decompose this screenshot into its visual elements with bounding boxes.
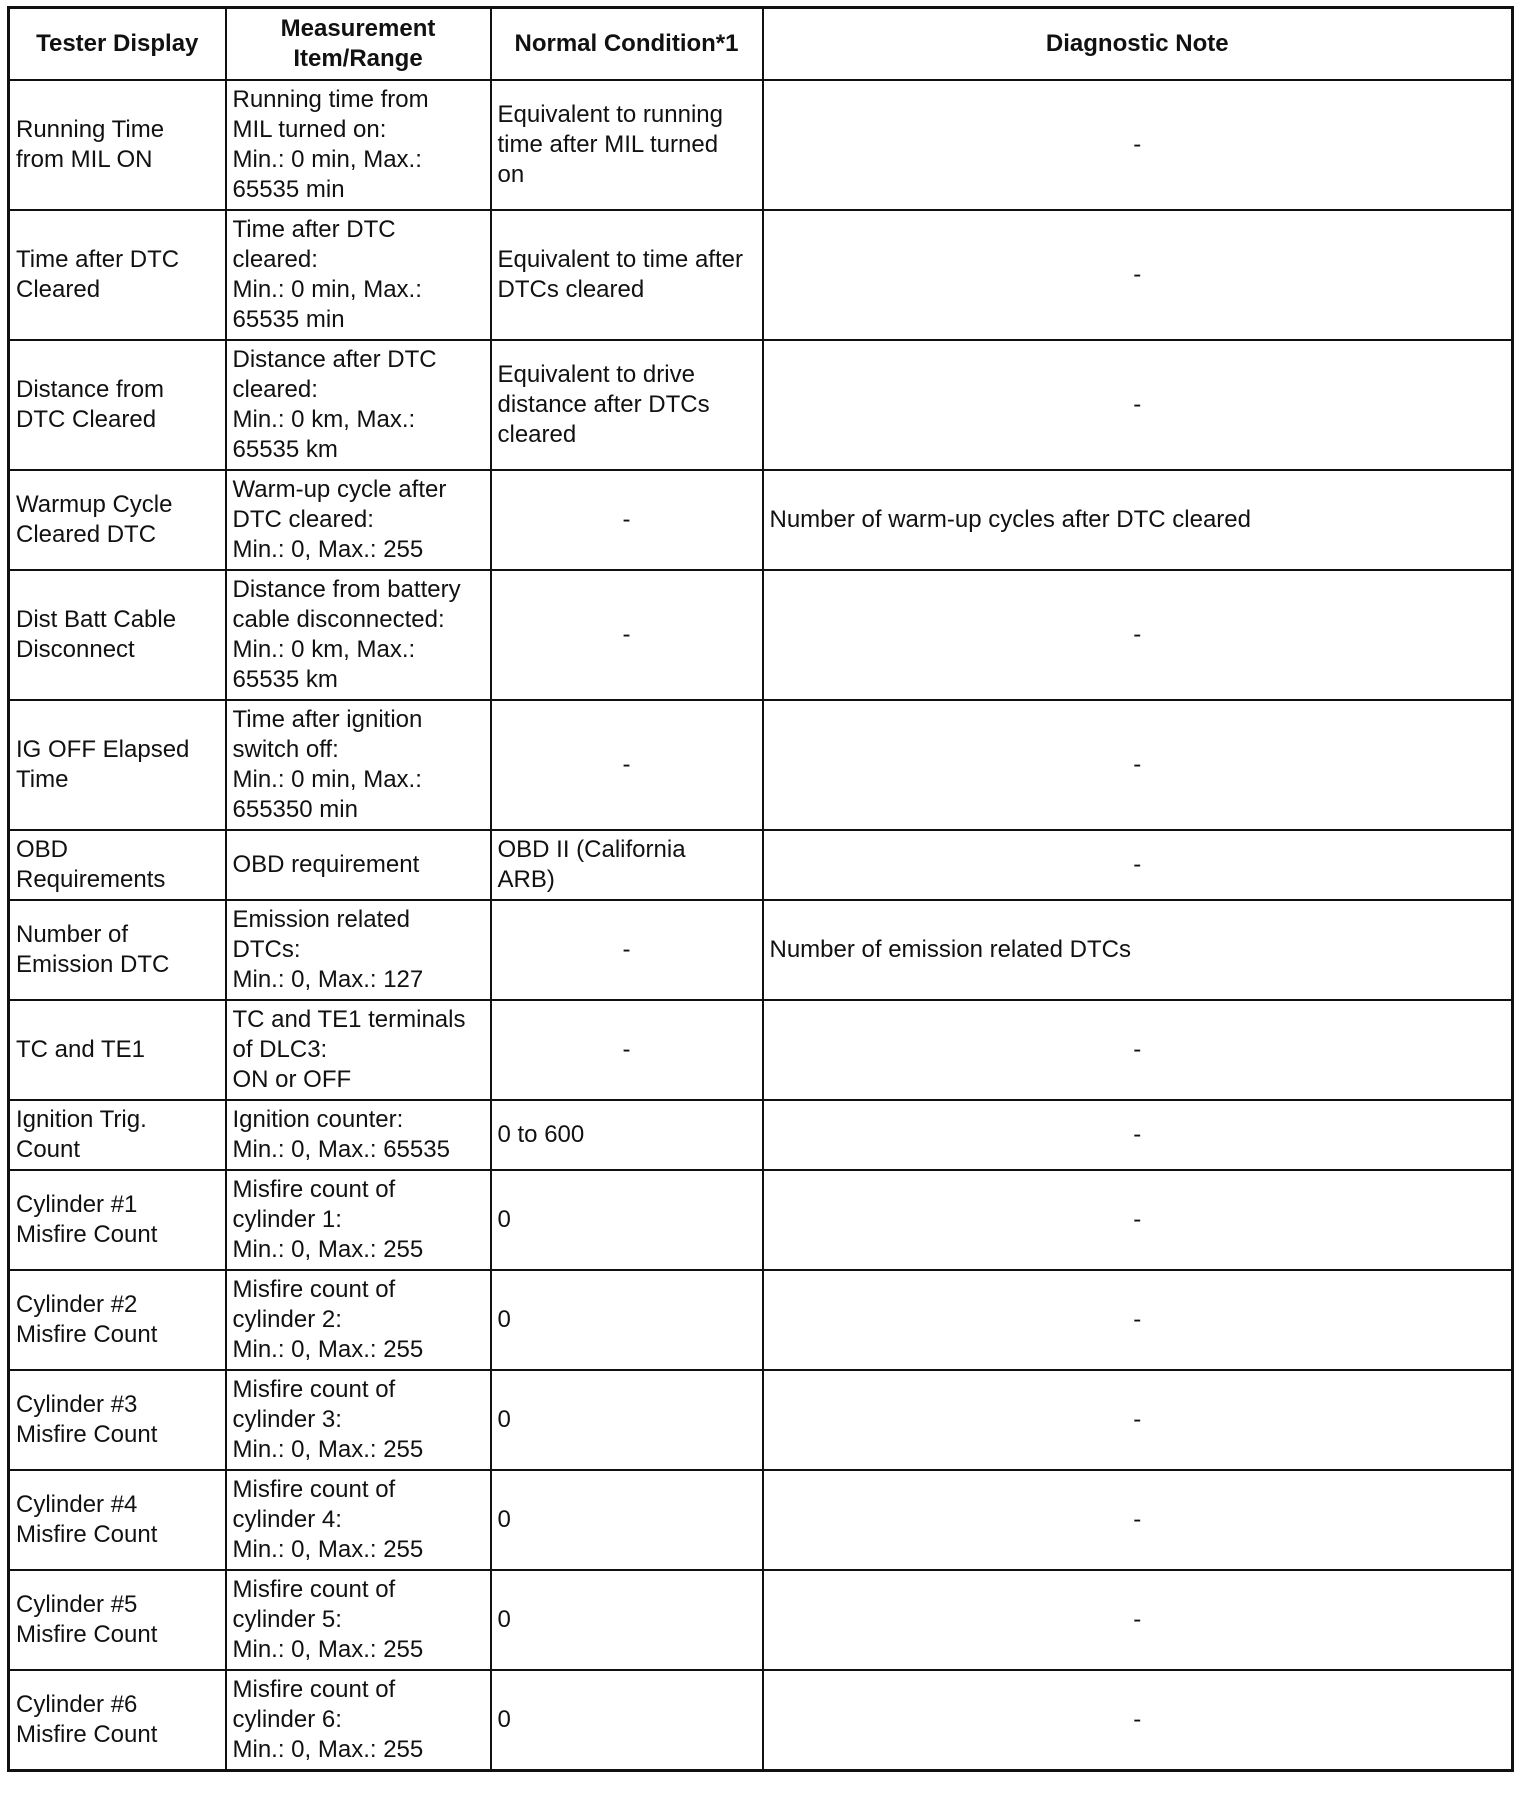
cell-normal-condition	[491, 830, 763, 900]
cell-measurement-line: 65535 min	[232, 306, 345, 333]
cell-measurement-line: OBD requirement	[232, 851, 420, 878]
cell-measurement	[226, 1570, 491, 1670]
cell-measurement-line: cleared:	[232, 376, 318, 403]
cell-diagnostic-note	[763, 1470, 1513, 1570]
cell-measurement-line: Min.: 0, Max.: 255	[232, 1436, 424, 1463]
cell-diagnostic-note-line: -	[1133, 131, 1142, 158]
cell-diagnostic-note-line: -	[1133, 1506, 1142, 1533]
cell-normal-condition	[491, 1470, 763, 1570]
cell-measurement	[226, 80, 491, 210]
header-diagnostic-note-label: Diagnostic Note	[1045, 30, 1229, 57]
table-row	[9, 1670, 1513, 1771]
cell-normal-condition-line: DTCs cleared	[497, 276, 645, 303]
cell-measurement-line: Warm-up cycle after	[232, 476, 447, 503]
table-body	[9, 80, 1513, 1771]
cell-normal-condition-line: 0	[497, 1706, 511, 1733]
cell-normal-condition-line: -	[622, 1036, 631, 1063]
table-row	[9, 700, 1513, 830]
cell-measurement-line: MIL turned on:	[232, 116, 387, 143]
table-row	[9, 570, 1513, 700]
cell-measurement	[226, 1170, 491, 1270]
cell-measurement-line: TC and TE1 terminals	[232, 1006, 466, 1033]
cell-measurement-line: Time after DTC	[232, 216, 396, 243]
table-row	[9, 1570, 1513, 1670]
cell-measurement-line: Misfire count of	[232, 1676, 396, 1703]
cell-tester-display-line: Number of	[16, 921, 129, 948]
cell-measurement	[226, 1670, 491, 1771]
cell-tester-display	[9, 1370, 226, 1470]
cell-tester-display-line: Distance from	[16, 376, 165, 403]
header-tester-display	[9, 8, 226, 81]
cell-diagnostic-note-line: -	[1133, 1706, 1142, 1733]
cell-normal-condition	[491, 900, 763, 1000]
table-row	[9, 80, 1513, 210]
cell-tester-display	[9, 340, 226, 470]
cell-tester-display-line: Time after DTC	[16, 246, 180, 273]
cell-measurement-line: ON or OFF	[232, 1066, 352, 1093]
cell-measurement-line: 65535 min	[232, 176, 345, 203]
cell-normal-condition-line: Equivalent to running	[497, 101, 723, 128]
data-list-table-container	[7, 6, 1511, 1772]
cell-tester-display-line: Ignition Trig.	[16, 1106, 147, 1133]
cell-measurement-line: Min.: 0, Max.: 255	[232, 536, 424, 563]
cell-measurement-line: DTCs:	[232, 936, 301, 963]
table-row	[9, 1000, 1513, 1100]
cell-tester-display	[9, 80, 226, 210]
cell-normal-condition-line: 0	[497, 1606, 511, 1633]
cell-normal-condition	[491, 570, 763, 700]
cell-measurement	[226, 340, 491, 470]
cell-tester-display-line: Cylinder #6	[16, 1691, 138, 1718]
cell-tester-display-line: Count	[16, 1136, 81, 1163]
cell-normal-condition	[491, 470, 763, 570]
cell-normal-condition-line: -	[622, 751, 631, 778]
cell-normal-condition-line: distance after DTCs	[497, 391, 710, 418]
cell-tester-display-line: Cleared	[16, 276, 101, 303]
cell-tester-display-line: Cylinder #5	[16, 1591, 138, 1618]
cell-normal-condition-line: OBD II (California	[497, 836, 686, 863]
cell-measurement	[226, 900, 491, 1000]
table-row	[9, 830, 1513, 900]
cell-measurement-line: 65535 km	[232, 666, 338, 693]
header-measurement-line: Item/Range	[293, 45, 423, 72]
table-row	[9, 1270, 1513, 1370]
header-normal-condition-label: Normal Condition*1	[514, 30, 739, 57]
cell-tester-display	[9, 900, 226, 1000]
cell-normal-condition	[491, 340, 763, 470]
cell-measurement-line: DTC cleared:	[232, 506, 374, 533]
cell-normal-condition	[491, 1100, 763, 1170]
cell-tester-display-line: Cylinder #4	[16, 1491, 138, 1518]
table-row	[9, 340, 1513, 470]
cell-diagnostic-note-line: -	[1133, 621, 1142, 648]
cell-diagnostic-note-line: Number of warm-up cycles after DTC cleared	[769, 506, 1251, 533]
cell-measurement-line: Min.: 0, Max.: 255	[232, 1336, 424, 1363]
cell-tester-display	[9, 1000, 226, 1100]
cell-tester-display	[9, 1470, 226, 1570]
cell-normal-condition	[491, 1670, 763, 1771]
table-row	[9, 900, 1513, 1000]
cell-measurement-line: Misfire count of	[232, 1176, 396, 1203]
cell-tester-display-line: Misfire Count	[16, 1621, 158, 1648]
cell-tester-display-line: Dist Batt Cable	[16, 606, 177, 633]
cell-measurement-line: Running time from	[232, 86, 429, 113]
cell-measurement	[226, 700, 491, 830]
cell-diagnostic-note	[763, 210, 1513, 340]
cell-normal-condition-line: ARB)	[497, 866, 555, 893]
cell-measurement-line: Ignition counter:	[232, 1106, 404, 1133]
header-measurement-line: Measurement	[280, 15, 436, 42]
cell-measurement-line: cleared:	[232, 246, 318, 273]
cell-measurement-line: Emission related	[232, 906, 410, 933]
cell-diagnostic-note	[763, 900, 1513, 1000]
cell-diagnostic-note	[763, 830, 1513, 900]
cell-measurement-line: 65535 km	[232, 436, 338, 463]
cell-measurement	[226, 830, 491, 900]
cell-normal-condition-line: -	[622, 936, 631, 963]
cell-diagnostic-note-line: -	[1133, 751, 1142, 778]
cell-tester-display-line: Warmup Cycle	[16, 491, 173, 518]
cell-diagnostic-note	[763, 1370, 1513, 1470]
cell-measurement	[226, 1000, 491, 1100]
cell-tester-display	[9, 470, 226, 570]
header-measurement	[226, 8, 491, 81]
cell-tester-display-line: Disconnect	[16, 636, 135, 663]
cell-measurement-line: Time after ignition	[232, 706, 423, 733]
cell-measurement	[226, 570, 491, 700]
cell-measurement-line: Min.: 0, Max.: 127	[232, 966, 424, 993]
cell-diagnostic-note-line: -	[1133, 1406, 1142, 1433]
cell-tester-display	[9, 1670, 226, 1771]
cell-normal-condition	[491, 1370, 763, 1470]
cell-measurement-line: 655350 min	[232, 796, 358, 823]
cell-measurement-line: Min.: 0 km, Max.:	[232, 636, 416, 663]
header-normal-condition	[491, 8, 763, 81]
data-list-table	[7, 6, 1514, 1772]
cell-normal-condition-line: 0	[497, 1306, 511, 1333]
cell-normal-condition-line: Equivalent to drive	[497, 361, 695, 388]
cell-normal-condition-line: 0 to 600	[497, 1121, 585, 1148]
cell-tester-display-line: Misfire Count	[16, 1721, 158, 1748]
cell-diagnostic-note	[763, 570, 1513, 700]
cell-measurement-line: Min.: 0, Max.: 65535	[232, 1136, 450, 1163]
cell-measurement-line: Misfire count of	[232, 1576, 396, 1603]
cell-measurement-line: Min.: 0 km, Max.:	[232, 406, 416, 433]
header-row	[9, 8, 1513, 81]
cell-tester-display	[9, 1100, 226, 1170]
cell-tester-display-line: Emission DTC	[16, 951, 170, 978]
cell-measurement-line: switch off:	[232, 736, 339, 763]
cell-diagnostic-note	[763, 470, 1513, 570]
cell-normal-condition	[491, 210, 763, 340]
cell-tester-display-line: Cylinder #3	[16, 1391, 138, 1418]
cell-measurement-line: cylinder 2:	[232, 1306, 342, 1333]
cell-tester-display-line: Cleared DTC	[16, 521, 157, 548]
table-row	[9, 1470, 1513, 1570]
cell-measurement-line: cylinder 6:	[232, 1706, 342, 1733]
cell-diagnostic-note-line: Number of emission related DTCs	[769, 936, 1131, 963]
cell-measurement-line: cylinder 4:	[232, 1506, 342, 1533]
cell-tester-display-line: Misfire Count	[16, 1321, 158, 1348]
table-row	[9, 1170, 1513, 1270]
cell-diagnostic-note-line: -	[1133, 851, 1142, 878]
cell-measurement	[226, 1270, 491, 1370]
cell-normal-condition	[491, 80, 763, 210]
cell-tester-display-line: from MIL ON	[16, 146, 153, 173]
cell-diagnostic-note	[763, 1000, 1513, 1100]
cell-normal-condition-line: 0	[497, 1406, 511, 1433]
cell-diagnostic-note	[763, 1570, 1513, 1670]
cell-tester-display	[9, 1170, 226, 1270]
cell-tester-display-line: Running Time	[16, 116, 165, 143]
cell-diagnostic-note	[763, 1270, 1513, 1370]
cell-measurement-line: cable disconnected:	[232, 606, 445, 633]
cell-normal-condition-line: 0	[497, 1206, 511, 1233]
cell-measurement-line: Misfire count of	[232, 1276, 396, 1303]
cell-tester-display-line: TC and TE1	[16, 1036, 145, 1063]
cell-tester-display-line: Misfire Count	[16, 1421, 158, 1448]
cell-normal-condition	[491, 1570, 763, 1670]
cell-normal-condition-line: -	[622, 506, 631, 533]
cell-normal-condition-line: on	[497, 161, 525, 188]
cell-normal-condition-line: Equivalent to time after	[497, 246, 743, 273]
cell-measurement-line: Misfire count of	[232, 1376, 396, 1403]
cell-tester-display-line: Cylinder #2	[16, 1291, 138, 1318]
cell-tester-display	[9, 1270, 226, 1370]
table-row	[9, 210, 1513, 340]
cell-tester-display	[9, 830, 226, 900]
table-row	[9, 470, 1513, 570]
cell-tester-display	[9, 210, 226, 340]
cell-measurement	[226, 1370, 491, 1470]
cell-tester-display-line: Cylinder #1	[16, 1191, 138, 1218]
cell-normal-condition	[491, 1000, 763, 1100]
cell-diagnostic-note-line: -	[1133, 261, 1142, 288]
cell-measurement-line: Min.: 0, Max.: 255	[232, 1736, 424, 1763]
cell-measurement-line: Min.: 0, Max.: 255	[232, 1636, 424, 1663]
cell-measurement-line: Distance after DTC	[232, 346, 437, 373]
cell-tester-display-line: IG OFF Elapsed	[16, 736, 190, 763]
cell-diagnostic-note-line: -	[1133, 1306, 1142, 1333]
cell-diagnostic-note	[763, 340, 1513, 470]
cell-measurement-line: cylinder 1:	[232, 1206, 342, 1233]
cell-measurement-line: cylinder 3:	[232, 1406, 342, 1433]
cell-measurement-line: Min.: 0, Max.: 255	[232, 1536, 424, 1563]
cell-diagnostic-note-line: -	[1133, 1121, 1142, 1148]
cell-tester-display-line: OBD	[16, 836, 69, 863]
table-row	[9, 1370, 1513, 1470]
cell-diagnostic-note	[763, 1670, 1513, 1771]
cell-tester-display-line: DTC Cleared	[16, 406, 157, 433]
cell-measurement-line: Min.: 0, Max.: 255	[232, 1236, 424, 1263]
header-diagnostic-note	[763, 8, 1513, 81]
cell-diagnostic-note-line: -	[1133, 1606, 1142, 1633]
header-tester-display-label: Tester Display	[36, 30, 199, 57]
cell-tester-display-line: Time	[16, 766, 69, 793]
cell-normal-condition	[491, 1270, 763, 1370]
cell-normal-condition-line: -	[622, 621, 631, 648]
cell-measurement-line: of DLC3:	[232, 1036, 328, 1063]
cell-normal-condition-line: cleared	[497, 421, 577, 448]
cell-diagnostic-note-line: -	[1133, 1036, 1142, 1063]
cell-measurement-line: Min.: 0 min, Max.:	[232, 766, 422, 793]
table-header	[9, 8, 1513, 81]
cell-normal-condition	[491, 700, 763, 830]
cell-measurement	[226, 1100, 491, 1170]
cell-measurement	[226, 1470, 491, 1570]
cell-tester-display	[9, 700, 226, 830]
cell-diagnostic-note	[763, 1100, 1513, 1170]
cell-measurement-line: Min.: 0 min, Max.:	[232, 146, 422, 173]
cell-measurement-line: Min.: 0 min, Max.:	[232, 276, 422, 303]
cell-diagnostic-note-line: -	[1133, 391, 1142, 418]
cell-tester-display	[9, 1570, 226, 1670]
cell-tester-display-line: Misfire Count	[16, 1521, 158, 1548]
table-row	[9, 1100, 1513, 1170]
cell-diagnostic-note	[763, 80, 1513, 210]
cell-tester-display	[9, 570, 226, 700]
cell-measurement-line: Distance from battery	[232, 576, 461, 603]
cell-measurement	[226, 470, 491, 570]
cell-measurement-line: Misfire count of	[232, 1476, 396, 1503]
cell-tester-display-line: Misfire Count	[16, 1221, 158, 1248]
cell-measurement	[226, 210, 491, 340]
cell-normal-condition	[491, 1170, 763, 1270]
cell-diagnostic-note-line: -	[1133, 1206, 1142, 1233]
cell-normal-condition-line: time after MIL turned	[497, 131, 719, 158]
cell-diagnostic-note	[763, 1170, 1513, 1270]
cell-diagnostic-note	[763, 700, 1513, 830]
cell-normal-condition-line: 0	[497, 1506, 511, 1533]
cell-measurement-line: cylinder 5:	[232, 1606, 342, 1633]
cell-tester-display-line: Requirements	[16, 866, 166, 893]
